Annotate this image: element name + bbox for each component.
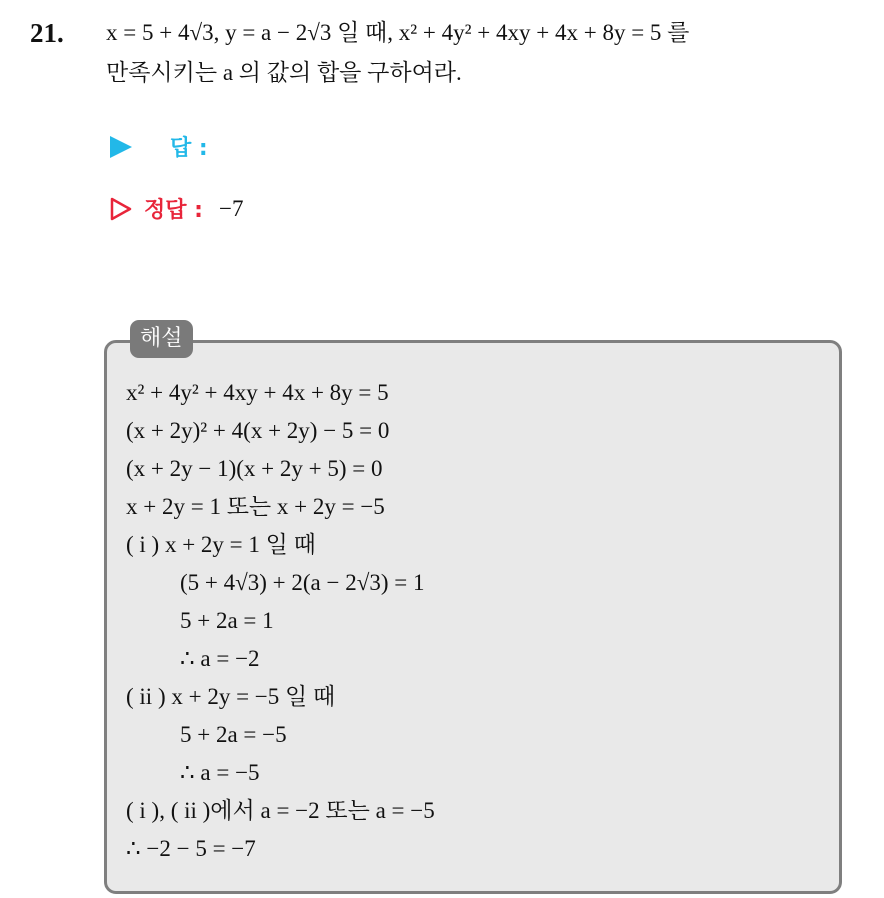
solution-line: x² + 4y² + 4xy + 4x + 8y = 5 [126, 380, 389, 405]
outline-triangle-icon [110, 197, 132, 221]
solution-tag: 해설 [130, 320, 193, 358]
correct-answer-row [110, 193, 243, 224]
solution-line: ∴ a = −2 [180, 646, 260, 671]
solution-line: 5 + 2a = 1 [180, 608, 274, 633]
answer-row [110, 131, 224, 162]
solution-line: ( i ), ( ii )에서 a = −2 또는 a = −5 [126, 798, 435, 823]
solution-line: (5 + 4√3) + 2(a − 2√3) = 1 [180, 570, 425, 595]
solution-line: ∴ −2 − 5 = −7 [126, 836, 256, 861]
solution-line: x + 2y = 1 또는 x + 2y = −5 [126, 494, 385, 519]
solution-line: 5 + 2a = −5 [180, 722, 287, 747]
solution-line: ∴ a = −5 [180, 760, 260, 785]
problem-text-line-2: 만족시키는 a 의 값의 합을 구하여라. [106, 60, 462, 85]
problem-text-line-1: x = 5 + 4√3, y = a − 2√3 일 때, x² + 4y² + 4xy + 4x + 8y = 5 를 [106, 20, 690, 45]
answer-label: 답 : [170, 136, 208, 161]
solution-line: (x + 2y − 1)(x + 2y + 5) = 0 [126, 456, 383, 481]
correct-answer-value: −7 [218, 195, 244, 221]
solution-line: (x + 2y)² + 4(x + 2y) − 5 = 0 [126, 418, 390, 443]
play-triangle-icon [110, 136, 132, 158]
solution-line: ( ii ) x + 2y = −5 일 때 [126, 684, 336, 709]
problem-number: 21. [30, 18, 64, 48]
correct-answer-label: 정답 : [144, 198, 203, 223]
solution-line: ( i ) x + 2y = 1 일 때 [126, 532, 316, 557]
